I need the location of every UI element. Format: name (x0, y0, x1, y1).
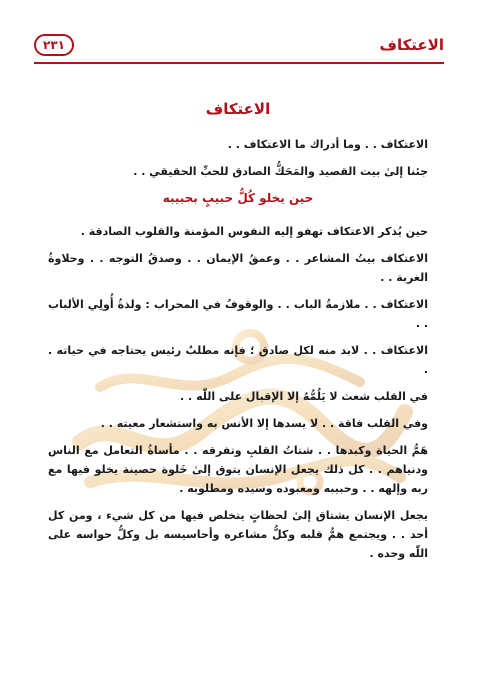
body-paragraph: الاعتكاف . . ملازمةُ الباب . . والوقوفُ في المحراب : ولذةُ أُولِي الألباب . . (48, 298, 428, 330)
body-paragraph: الاعتكاف . . لابد منه لكل صادق ؛ فإنه مطلبٌ رئيس يحتاجه في حياته . . (48, 344, 428, 376)
body-paragraph: في القلب شعث لا يَلُمُّهُ إلا الإقبال على اللّٰه . . (180, 390, 428, 403)
subsection-title: حين يخلو كُلُّ حبيبٍ بحبيبه (162, 191, 314, 205)
running-title: الاعتكاف (379, 36, 444, 54)
intro-paragraph: الاعتكاف . . وما أدراك ما الاعتكاف . . (227, 138, 428, 151)
body-paragraph: الاعتكاف بيتُ المشاعر . . وعمقُ الإيمان . . وصدقُ التوجه . . وحلاوةُ الغربة . . (48, 252, 428, 284)
page-content (48, 100, 428, 571)
header-divider (34, 62, 444, 64)
body-paragraph: حين يُذكر الاعتكاف تهفو إليه النفوس المؤمنة والقلوب الصادقة . (80, 225, 428, 238)
body-paragraph: وفي القلب فاقة . . لا يسدها إلا الأنس به واستشعار معيته . . (100, 417, 428, 430)
section-title: الاعتكاف (205, 100, 271, 118)
body-paragraph: هَمُّ الحياة وكبدها . . شتاتُ القلبِ وتفرقه . . مأساةُ التعامل مع الناس ودنياهم . . كل ذلك يجعل الإنسان يتوق إلىٰ خَلوة حصينة يخلو فيها مع ربه وإلهه . . وحبيبه ومعبوده وسيده ومطلوبه . (48, 444, 428, 495)
intro-paragraph: جئنا إلىٰ بيت القصيد والمَحَكُّ الصادق للحبِّ الحقيقي . . (133, 165, 428, 178)
page-header (34, 34, 444, 60)
page-number-badge: ٢٣١ (34, 34, 74, 56)
body-paragraph: يجعل الإنسان يشتاق إلىٰ لحظاتٍ يتخلص فيها من كل شيء ، ومن كل أحد . . ويجتمع همُّ قلبه وكلُّ مشاعره وأحاسيسه بل وكلُّ حواسه على اللّٰه وحده . (48, 509, 428, 560)
